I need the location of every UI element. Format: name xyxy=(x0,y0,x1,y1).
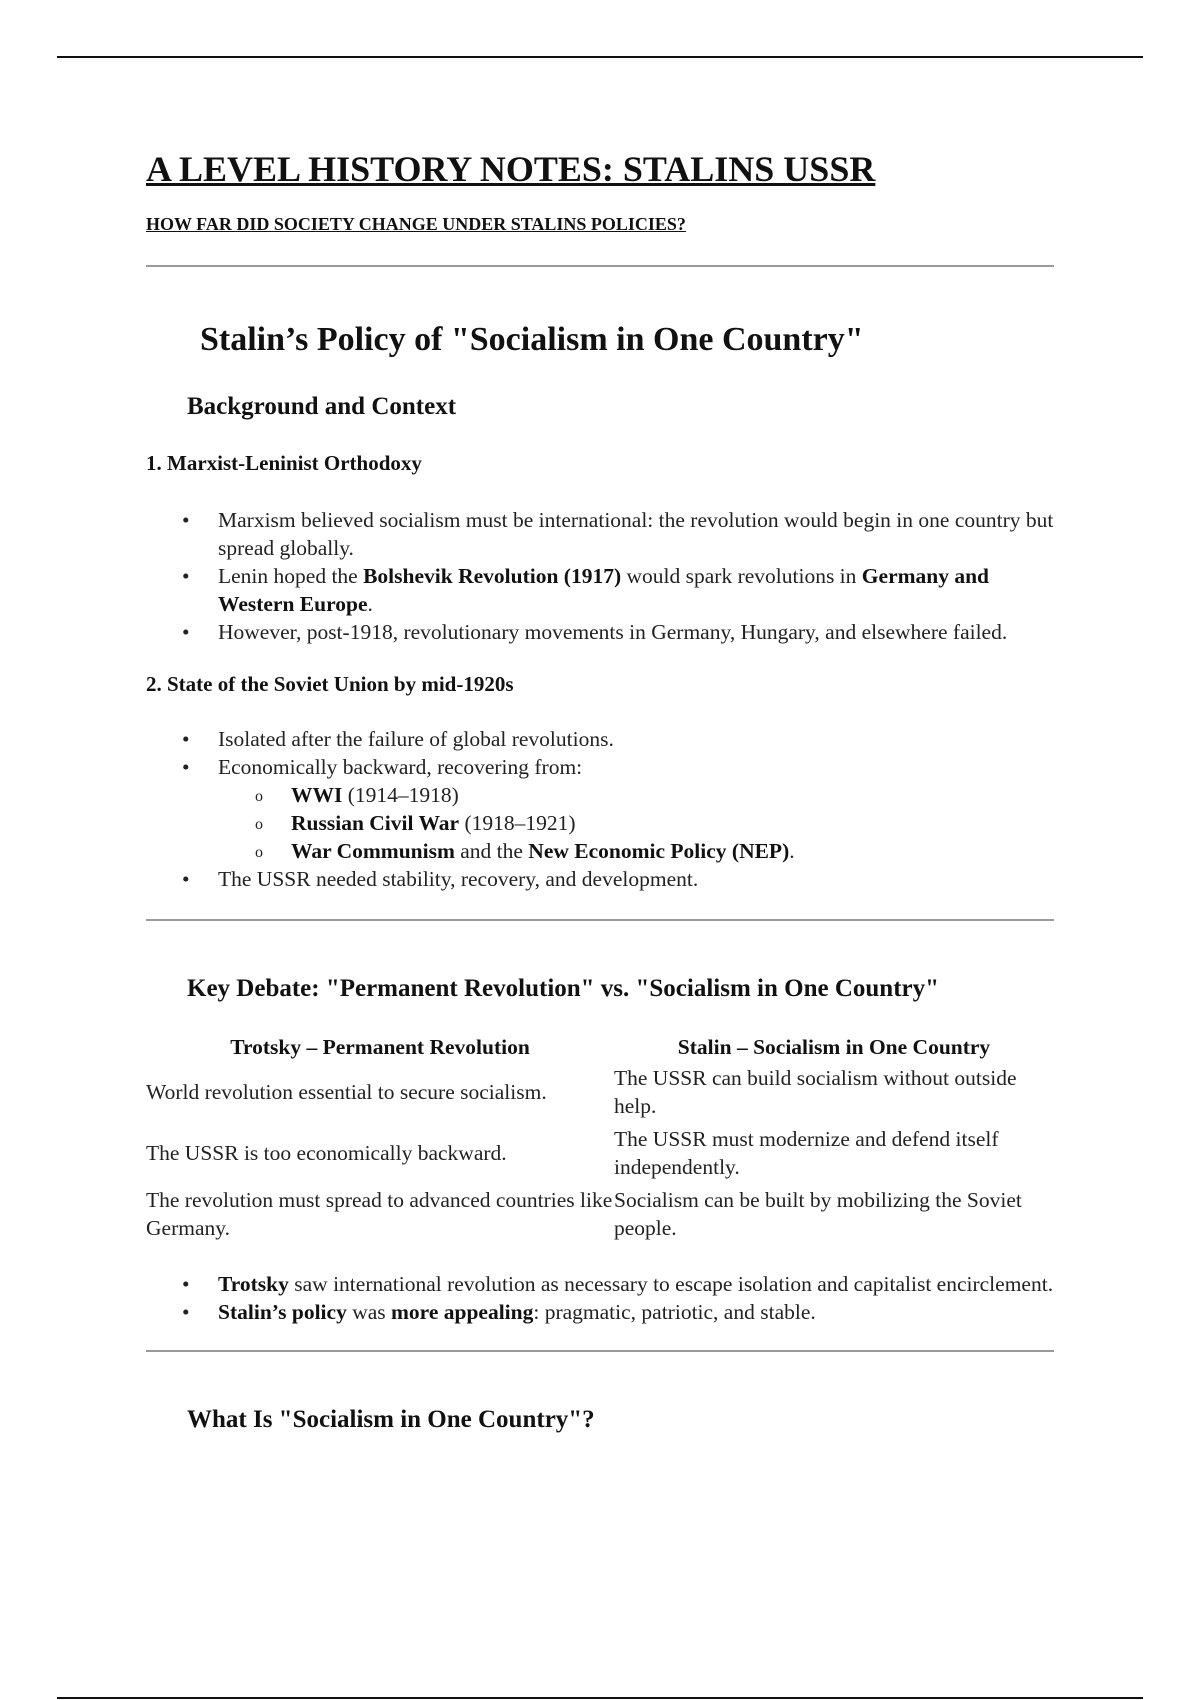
table-row xyxy=(146,1185,1054,1246)
list-item: • Stalin’s policy was more appealing: pragmatic, patriotic, and stable. xyxy=(218,1298,1056,1326)
list-item: • However, post-1918, revolutionary movements in Germany, Hungary, and elsewhere failed. xyxy=(218,618,1056,646)
debate-heading: Key Debate: "Permanent Revolution" vs. "Socialism in One Country" xyxy=(187,974,940,1002)
table-row xyxy=(146,1124,1054,1185)
page-top-rule xyxy=(57,56,1143,58)
part1-list xyxy=(146,506,1056,646)
divider xyxy=(146,919,1054,921)
divider xyxy=(146,1350,1054,1352)
section-title: Stalin’s Policy of "Socialism in One Country" xyxy=(200,320,864,358)
column-header-stalin: Stalin – Socialism in One Country xyxy=(677,1034,991,1059)
what-heading: What Is "Socialism in One Country"? xyxy=(187,1405,595,1433)
list-item: • Economically backward, recovering from: o WWI (1914–1918) o Russian Civil War (1918–1921) o War Communism and the New Economic Policy (NEP). xyxy=(218,753,1056,865)
divider xyxy=(146,265,1054,267)
table-row xyxy=(146,1063,1054,1124)
list-item: • The USSR needed stability, recovery, and development. xyxy=(218,865,1056,893)
table-header-row xyxy=(146,1033,1054,1063)
list-item: • Marxism believed socialism must be international: the revolution would begin in one country but spread globally. xyxy=(218,506,1056,562)
sub-list xyxy=(218,781,1056,865)
part2-list xyxy=(146,725,1056,893)
list-item: • Trotsky saw international revolution as necessary to escape isolation and capitalist encirclement. xyxy=(218,1270,1056,1298)
document-subtitle: HOW FAR DID SOCIETY CHANGE UNDER STALINS POLICIES? xyxy=(146,213,686,234)
list-item: • Isolated after the failure of global revolutions. xyxy=(218,725,1056,753)
table-cell: World revolution essential to secure socialism. xyxy=(146,1079,547,1104)
table-cell: Socialism can be built by mobilizing the Soviet people. xyxy=(614,1187,1022,1240)
column-header-trotsky: Trotsky – Permanent Revolution xyxy=(230,1034,530,1059)
table-cell: The USSR can build socialism without outside help. xyxy=(614,1065,1017,1118)
page-bottom-rule xyxy=(57,1697,1143,1699)
part2-heading: 2. State of the Soviet Union by mid-1920s xyxy=(146,671,514,696)
table-cell: The USSR must modernize and defend itself independently. xyxy=(614,1126,999,1179)
sub-list-item: o WWI (1914–1918) xyxy=(291,781,1056,809)
list-item: • Lenin hoped the Bolshevik Revolution (1917) would spark revolutions in Germany and Western Europe. xyxy=(218,562,1056,618)
table-cell: The USSR is too economically backward. xyxy=(146,1140,507,1165)
debate-list xyxy=(146,1270,1056,1326)
document-title: A LEVEL HISTORY NOTES: STALINS USSR xyxy=(146,149,876,189)
background-heading: Background and Context xyxy=(187,392,457,420)
table-cell: The revolution must spread to advanced countries like Germany. xyxy=(146,1187,613,1240)
document-body xyxy=(146,150,1056,1434)
sub-list-item: o War Communism and the New Economic Policy (NEP). xyxy=(291,837,1056,865)
part1-heading: 1. Marxist-Leninist Orthodoxy xyxy=(146,450,422,475)
debate-table xyxy=(146,1033,1054,1246)
sub-list-item: o Russian Civil War (1918–1921) xyxy=(291,809,1056,837)
